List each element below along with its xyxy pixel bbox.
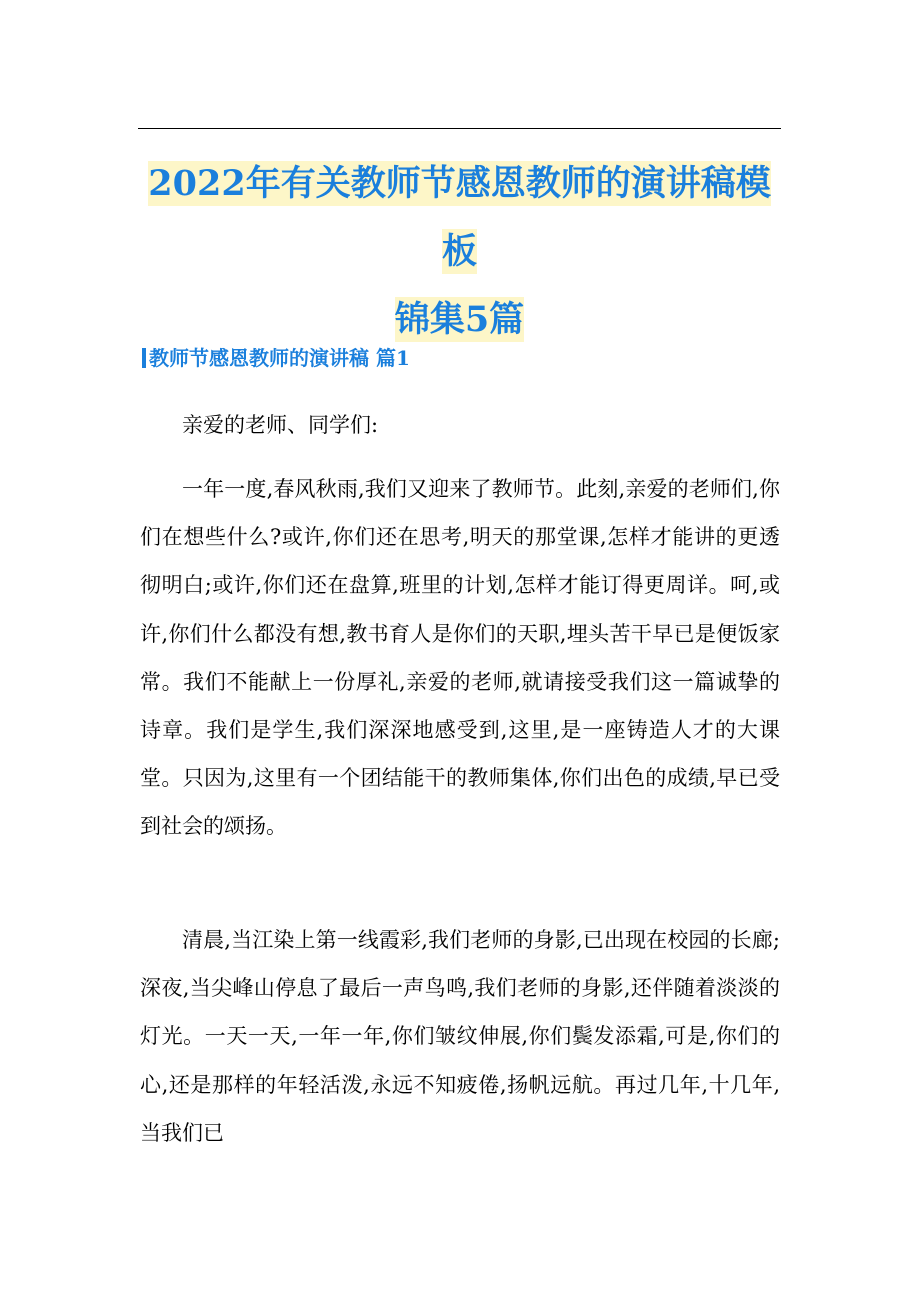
title-line-2: 锦集5篇 <box>394 299 525 340</box>
section-heading <box>142 344 410 372</box>
heading-marker <box>142 348 146 368</box>
top-rule <box>138 128 781 129</box>
section-heading-text: 教师节感恩教师的演讲稿 篇1 <box>149 346 410 370</box>
paragraph: 一年一度,春风秋雨,我们又迎来了教师节。此刻,亲爱的老师们,你们在想些什么?或许,你们还在思考,明天的那堂课,怎样才能讲的更透彻明白;或许,你们还在盘算,班里的计划,怎样才能订得更周详。呵,或许,你们什么都没有想,教书育人是你们的天职,埋头苦干早已是便饭家常。我们不能献上一份厚礼,亲爱的老师,就请接受我们这一篇诚挚的诗章。我们是学生,我们深深地感受到,这里,是一座铸造人才的大课堂。只因为,这里有一个团结能干的教师集体,你们出色的成绩,早已受到社会的颂扬。 <box>140 477 780 839</box>
paragraph-salutation: 亲爱的老师、同学们: <box>182 413 379 437</box>
document-title <box>138 150 781 354</box>
title-line-1: 2022年有关教师节感恩教师的演讲稿模板 <box>148 163 771 272</box>
paragraph: 清晨,当江染上第一线霞彩,我们老师的身影,已出现在校园的长廊;深夜,当尖峰山停息了最后一声鸟鸣,我们老师的身影,还伴随着淡淡的灯光。一天一天,一年一年,你们皱纹伸展,你们鬓发添霜,可是,你们的心,还是那样的年轻活泼,永远不知疲倦,扬帆远航。再过几年,十几年,当我们已 <box>140 928 780 1145</box>
